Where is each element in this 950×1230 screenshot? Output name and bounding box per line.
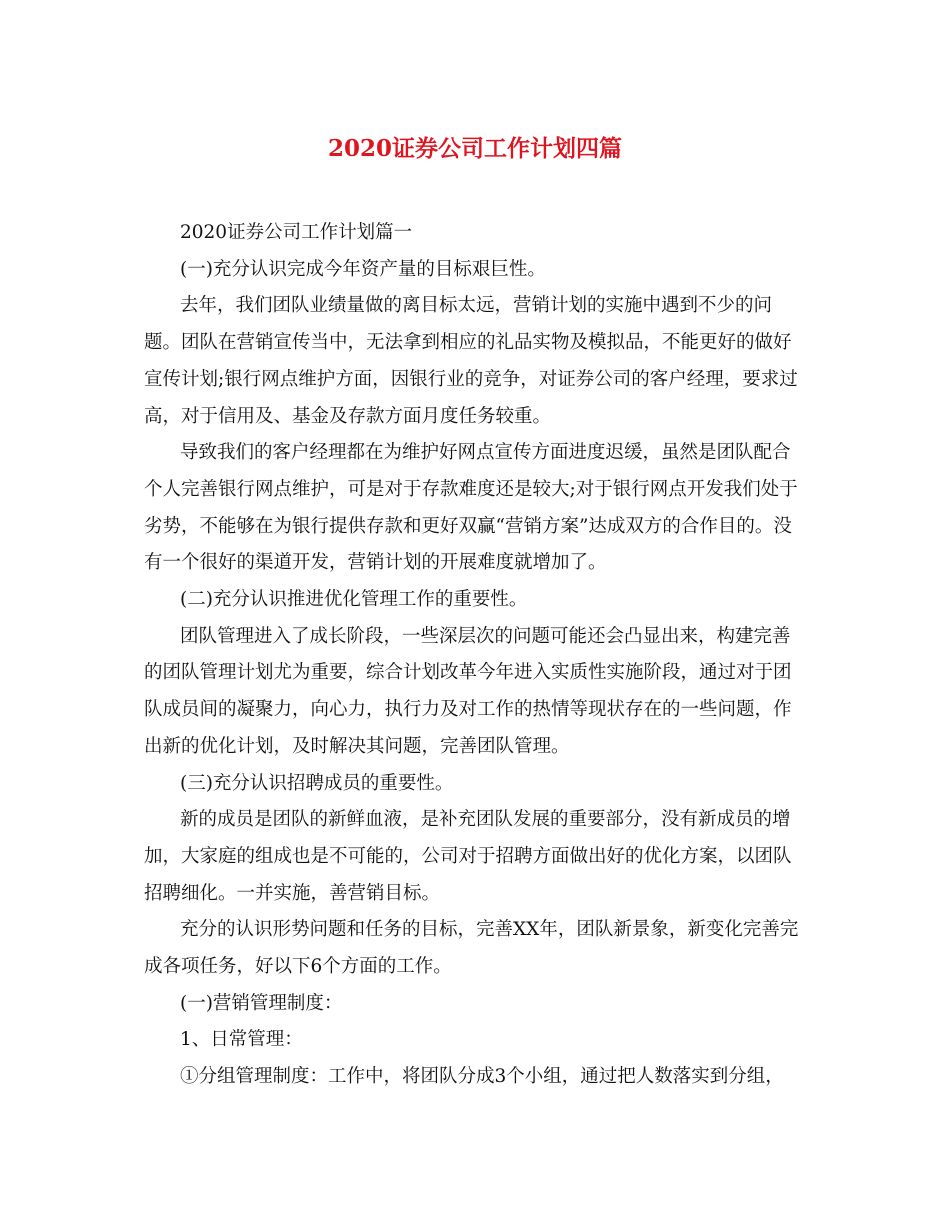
paragraph-line: 去年，我们团队业绩量做的离目标太远，营销计划的实施中遇到不少的问: [180, 295, 773, 317]
paragraph-line: 2020证券公司工作计划篇一: [180, 222, 413, 243]
paragraph-line: 有一个很好的渠道开发，营销计划的开展难度就增加了。: [144, 552, 607, 574]
paragraph-line: 的团队管理计划尤为重要，综合计划改革今年进入实质性实施阶段，通过对于团: [144, 662, 792, 684]
paragraph-line: 招聘细化。一并实施，善营销目标。: [144, 882, 441, 904]
paragraph: [144, 252, 810, 289]
paragraph: [144, 802, 810, 912]
paragraph: [144, 1059, 810, 1096]
paragraph-line: 劣势，不能够在为银行提供存款和更好双赢“营销方案”达成双方的合作目的。没: [144, 515, 792, 537]
paragraph: [144, 619, 810, 766]
paragraph: [144, 215, 810, 252]
paragraph: [144, 435, 810, 582]
paragraph-line: 高，对于信用及、基金及存款方面月度任务较重。: [144, 405, 552, 427]
paragraph-line: 成各项任务，好以下6个方面的工作。: [144, 956, 452, 978]
paragraph-line: 个人完善银行网点维护，可是对于存款难度还是较大;对于银行网点开发我们处于: [144, 478, 798, 500]
paragraph-line: (二)充分认识推进优化管理工作的重要性。: [180, 589, 528, 611]
paragraph-line: (一)充分认识完成今年资产量的目标艰巨性。: [180, 258, 546, 280]
paragraph-line: 1、日常管理：: [180, 1029, 303, 1051]
paragraph-line: 充分的认识形势问题和任务的目标，完善XX年，团队新景象，新变化完善完: [180, 919, 799, 941]
paragraph: [144, 288, 810, 435]
paragraph-line: ①分组管理制度：工作中，将团队分成3个小组，通过把人数落实到分组，: [180, 1066, 784, 1088]
paragraph-line: 队成员间的凝聚力，向心力，执行力及对工作的热情等现状存在的一些问题，作: [144, 699, 792, 721]
paragraph-line: 新的成员是团队的新鲜血液，是补充团队发展的重要部分，没有新成员的增: [180, 809, 791, 831]
paragraph-line: 团队管理进入了成长阶段，一些深层次的问题可能还会凸显出来，构建完善: [180, 625, 791, 647]
paragraph: [144, 912, 810, 985]
document-body: [144, 215, 810, 1096]
paragraph: [144, 1022, 810, 1059]
paragraph-line: (一)营销管理制度：: [180, 992, 343, 1014]
paragraph-line: 宣传计划;银行网点维护方面，因银行业的竞争，对证券公司的客户经理，要求过: [144, 368, 798, 390]
paragraph: [144, 986, 810, 1023]
paragraph: [144, 582, 810, 619]
paragraph-line: 导致我们的客户经理都在为维护好网点宣传方面进度迟缓，虽然是团队配合: [180, 442, 791, 464]
paragraph-line: 题。团队在营销宣传当中，无法拿到相应的礼品实物及模拟品，不能更好的做好: [144, 332, 792, 354]
document-title: 2020证券公司工作计划四篇: [327, 135, 622, 162]
paragraph-line: 加，大家庭的组成也是不可能的，公司对于招聘方面做出好的优化方案，以团队: [144, 845, 792, 867]
paragraph: [144, 766, 810, 803]
paragraph-line: (三)充分认识招聘成员的重要性。: [180, 772, 454, 794]
paragraph-line: 出新的优化计划，及时解决其问题，完善团队管理。: [144, 735, 570, 757]
